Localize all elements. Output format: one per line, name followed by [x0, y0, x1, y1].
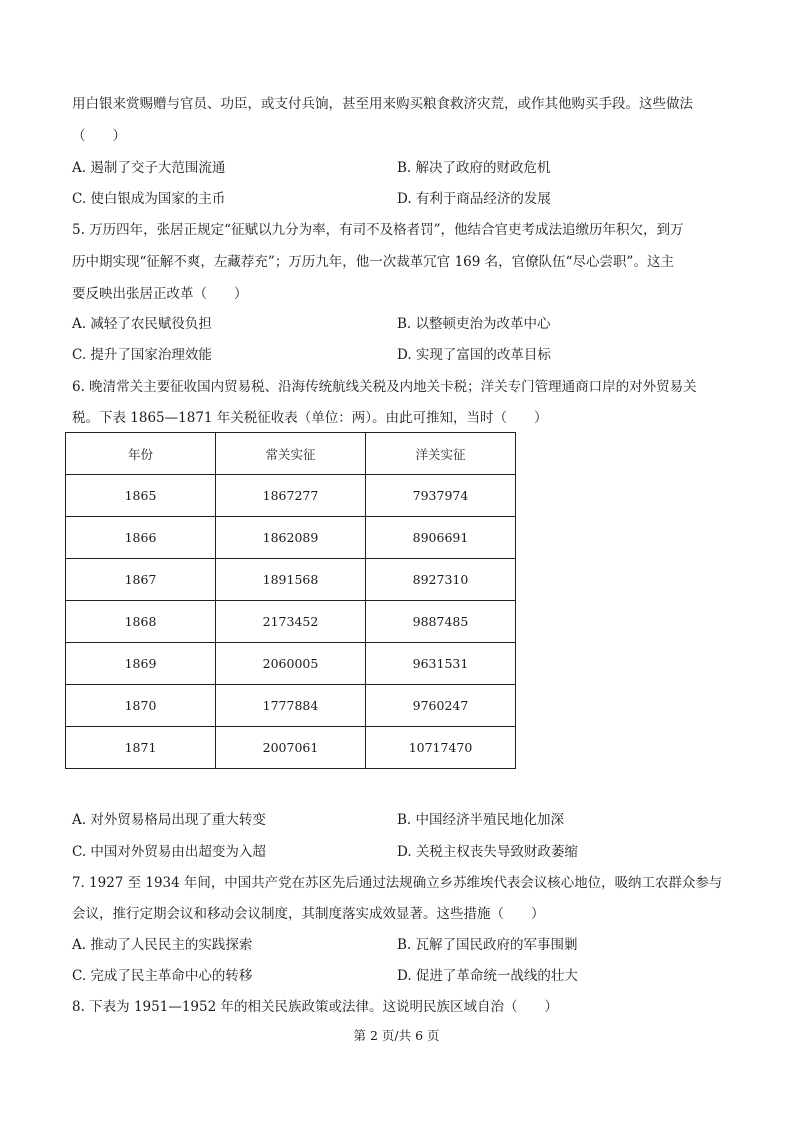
cell-native: 2007061 — [216, 727, 366, 769]
table-row — [66, 727, 516, 769]
q4-option-d[interactable]: D. 有利于商品经济的发展 — [397, 191, 551, 207]
q5-option-b[interactable]: B. 以整顿吏治为改革中心 — [397, 316, 551, 332]
header-native-customs: 常关实征 — [216, 433, 366, 475]
q4-option-b[interactable]: B. 解决了政府的财政危机 — [397, 160, 551, 176]
cell-maritime: 9631531 — [366, 643, 516, 685]
table-header-row — [66, 433, 516, 475]
q5-option-c[interactable]: C. 提升了国家治理效能 — [72, 347, 212, 363]
q6-stem-line-1: 6. 晚清常关主要征收国内贸易税、沿海传统航线关税及内地关卡税；洋关专门管理通商口岸的对外贸易关 — [72, 379, 697, 395]
q6-option-a[interactable]: A. 对外贸易格局出现了重大转变 — [72, 812, 266, 828]
cell-native: 2060005 — [216, 643, 366, 685]
q5-stem-line-3: 要反映出张居正改革（ ） — [72, 286, 248, 302]
cell-year: 1865 — [66, 475, 216, 517]
cell-maritime: 9760247 — [366, 685, 516, 727]
q7-option-a[interactable]: A. 推动了人民民主的实践探索 — [72, 937, 253, 953]
cell-native: 2173452 — [216, 601, 366, 643]
q4-stem-line: 用白银来赏赐赠与官员、功臣，或支付兵饷，甚至用来购买粮食救济灾荒，或作其他购买手段。这些做法 — [72, 96, 693, 112]
cell-year: 1866 — [66, 517, 216, 559]
cell-native: 1862089 — [216, 517, 366, 559]
q5-option-d[interactable]: D. 实现了富国的改革目标 — [397, 347, 551, 363]
q7-option-b[interactable]: B. 瓦解了国民政府的军事围剿 — [397, 937, 578, 953]
cell-maritime: 9887485 — [366, 601, 516, 643]
cell-year: 1869 — [66, 643, 216, 685]
cell-year: 1868 — [66, 601, 216, 643]
page-number: 第 2 页/共 6 页 — [353, 1028, 440, 1043]
q6-option-c[interactable]: C. 中国对外贸易由出超变为入超 — [72, 844, 266, 860]
q5-stem-line-2: 历中期实现“征解不爽，左藏荐充”；万历九年，他一次裁革冗官 169 名，官僚队伍“尽心尝职”。这主 — [72, 254, 674, 270]
table-row — [66, 475, 516, 517]
q4-option-a[interactable]: A. 遏制了交子大范围流通 — [72, 160, 226, 176]
tariff-table — [65, 432, 516, 769]
cell-native: 1891568 — [216, 559, 366, 601]
q6-stem-line-2: 税。下表 1865—1871 年关税征收表（单位：两）。由此可推知，当时（ ） — [72, 410, 548, 426]
cell-native: 1867277 — [216, 475, 366, 517]
table-row — [66, 601, 516, 643]
cell-maritime: 8906691 — [366, 517, 516, 559]
cell-year: 1870 — [66, 685, 216, 727]
q4-answer-blank: （ ） — [72, 128, 126, 144]
header-year: 年份 — [66, 433, 216, 475]
cell-maritime: 8927310 — [366, 559, 516, 601]
q7-stem-line-1: 7. 1927 至 1934 年间，中国共产党在苏区先后通过法规确立乡苏维埃代表会议核心地位，吸纳工农群众参与 — [72, 875, 723, 891]
cell-maritime: 7937974 — [366, 475, 516, 517]
q7-option-c[interactable]: C. 完成了民主革命中心的转移 — [72, 968, 253, 984]
cell-year: 1871 — [66, 727, 216, 769]
table-row — [66, 559, 516, 601]
q5-option-a[interactable]: A. 减轻了农民赋役负担 — [72, 316, 212, 332]
q5-stem-line-1: 5. 万历四年，张居正规定“征赋以九分为率，有司不及格者罚”，他结合官吏考成法追缴历年积欠，到万 — [72, 222, 684, 238]
q7-stem-line-2: 会议，推行定期会议和移动会议制度，其制度落实成效显著。这些措施（ ） — [72, 906, 545, 922]
q8-stem-line: 8. 下表为 1951—1952 年的相关民族政策或法律。这说明民族区域自治（ ） — [72, 999, 558, 1015]
header-maritime-customs: 洋关实征 — [366, 433, 516, 475]
table-row — [66, 517, 516, 559]
table-row — [66, 643, 516, 685]
cell-year: 1867 — [66, 559, 216, 601]
table-row — [66, 685, 516, 727]
q4-option-c[interactable]: C. 使白银成为国家的主币 — [72, 191, 226, 207]
q6-option-d[interactable]: D. 关税主权丧失导致财政萎缩 — [397, 844, 578, 860]
q6-option-b[interactable]: B. 中国经济半殖民地化加深 — [397, 812, 565, 828]
q7-option-d[interactable]: D. 促进了革命统一战线的壮大 — [397, 968, 578, 984]
cell-native: 1777884 — [216, 685, 366, 727]
cell-maritime: 10717470 — [366, 727, 516, 769]
